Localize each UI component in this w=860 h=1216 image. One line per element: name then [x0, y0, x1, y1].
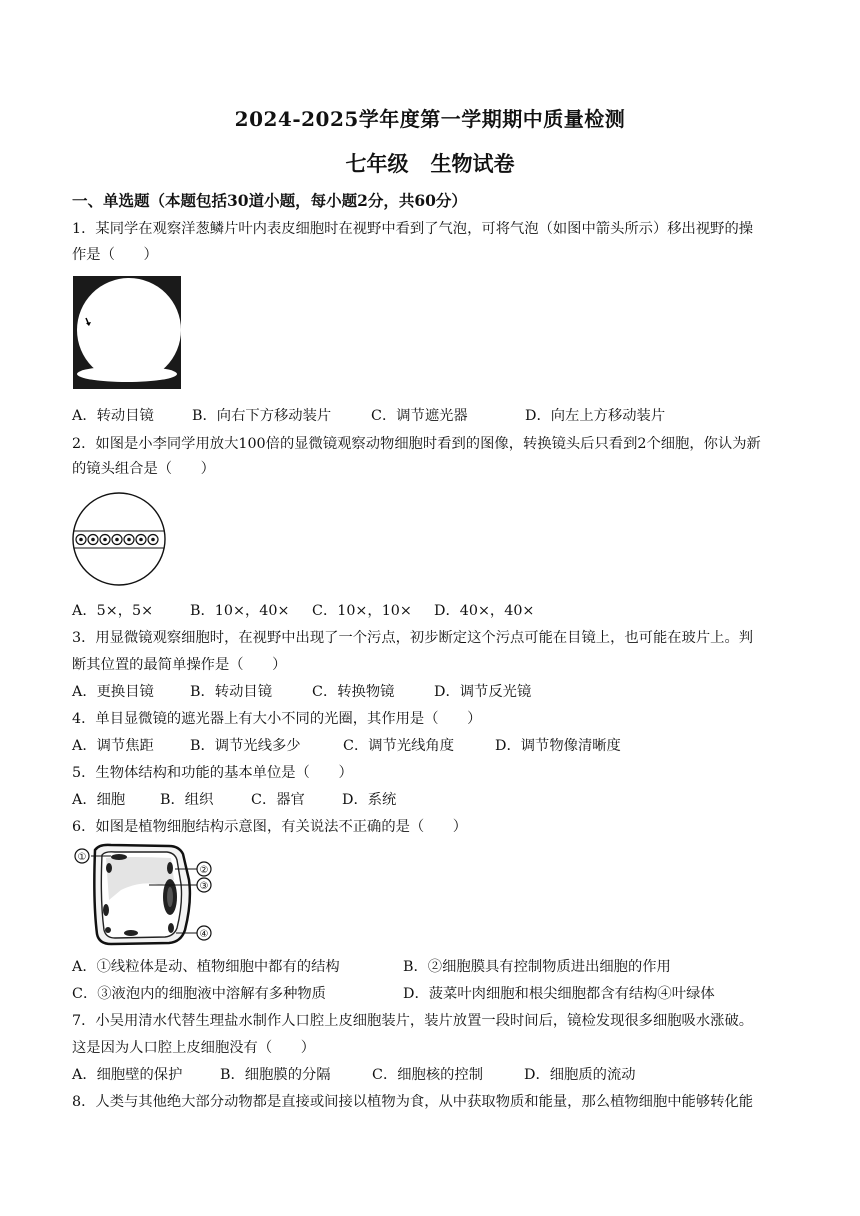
question-3-line-2: 断其位置的最简单操作是（ ）	[72, 657, 287, 673]
label-1: ①	[77, 852, 87, 863]
option-b: B．组织	[160, 792, 214, 808]
option-a: A．①线粒体是动、植物细胞中都有的结构	[72, 959, 340, 975]
question-2-line-1: 2．如图是小李同学用放大100倍的显微镜观察动物细胞时看到的图像，转换镜头后只看到2个细胞，你认为新	[72, 436, 761, 452]
option-b: B．②细胞膜具有控制物质进出细胞的作用	[403, 959, 671, 975]
question-5-line-1: 5．生物体结构和功能的基本单位是（ ）	[72, 765, 353, 781]
bubble-microscope-figure	[73, 276, 181, 389]
option-b: B．转动目镜	[190, 684, 272, 700]
option-c: C．10×，10×	[312, 603, 412, 619]
question-2-line-2: 的镜头组合是（ ）	[72, 461, 215, 477]
option-d: D．菠菜叶肉细胞和根尖细胞都含有结构④叶绿体	[403, 986, 715, 1002]
option-a: A．细胞	[72, 792, 126, 808]
option-c: C．调节遮光器	[371, 408, 468, 424]
question-6-line-1: 6．如图是植物细胞结构示意图，有关说法不正确的是（ ）	[72, 819, 468, 835]
option-a: A．调节焦距	[72, 738, 154, 754]
question-1-line-2: 作是（ ）	[72, 247, 158, 263]
option-d: D．调节物像清晰度	[495, 738, 621, 754]
option-b: B．调节光线多少	[190, 738, 301, 754]
label-4: ④	[199, 929, 209, 940]
question-1-line-1: 1．某同学在观察洋葱鳞片叶内表皮细胞时在视野中看到了气泡，可将气泡（如图中箭头所示）移出视野的操	[72, 221, 754, 237]
subject-label: 生物试卷	[430, 151, 515, 176]
plant-cell-diagram	[71, 840, 216, 948]
option-c: C．转换物镜	[312, 684, 395, 700]
option-d: D．系统	[342, 792, 397, 808]
option-d: D．40×，40×	[434, 603, 535, 619]
label-2: ②	[199, 865, 209, 876]
grade-label: 七年级	[345, 151, 409, 176]
option-c: C．细胞核的控制	[372, 1067, 484, 1083]
option-d: D．向左上方移动装片	[525, 408, 666, 424]
question-8-line-1: 8．人类与其他绝大部分动物都是直接或间接以植物为食，从中获取物质和能量，那么植物细胞中能够转化能	[72, 1094, 754, 1110]
exam-title: 2024-2025学年度第一学期期中质量检测	[234, 107, 626, 131]
option-b: B．10×，40×	[190, 603, 290, 619]
section-heading: 一、单选题（本题包括30道小题，每小题2分，共60分）	[72, 191, 467, 210]
option-c: C．③液泡内的细胞液中溶解有多种物质	[72, 986, 326, 1002]
option-c: C．器官	[251, 792, 305, 808]
option-a: A．细胞壁的保护	[72, 1067, 183, 1083]
label-3: ③	[199, 881, 209, 892]
option-a: A．更换目镜	[72, 684, 154, 700]
question-4-line-1: 4．单目显微镜的遮光器上有大小不同的光圈，其作用是（ ）	[72, 711, 482, 727]
animal-cells-field-of-view	[71, 491, 167, 587]
option-a: A．5×，5×	[72, 603, 154, 619]
option-d: D．调节反光镜	[434, 684, 532, 700]
option-b: B．细胞膜的分隔	[220, 1067, 331, 1083]
option-c: C．调节光线角度	[343, 738, 455, 754]
option-a: A．转动目镜	[72, 408, 154, 424]
question-7-line-1: 7．小吴用清水代替生理盐水制作人口腔上皮细胞装片，装片放置一段时间后，镜检发现很多细胞吸水涨破。	[72, 1013, 754, 1029]
option-d: D．细胞质的流动	[524, 1067, 636, 1083]
option-b: B．向右下方移动装片	[192, 408, 332, 424]
question-7-line-2: 这是因为人口腔上皮细胞没有（ ）	[72, 1040, 316, 1056]
question-3-line-1: 3．用显微镜观察细胞时，在视野中出现了一个污点，初步断定这个污点可能在目镜上，也可能在玻片上。判	[72, 630, 754, 646]
exam-subtitle	[0, 148, 860, 178]
